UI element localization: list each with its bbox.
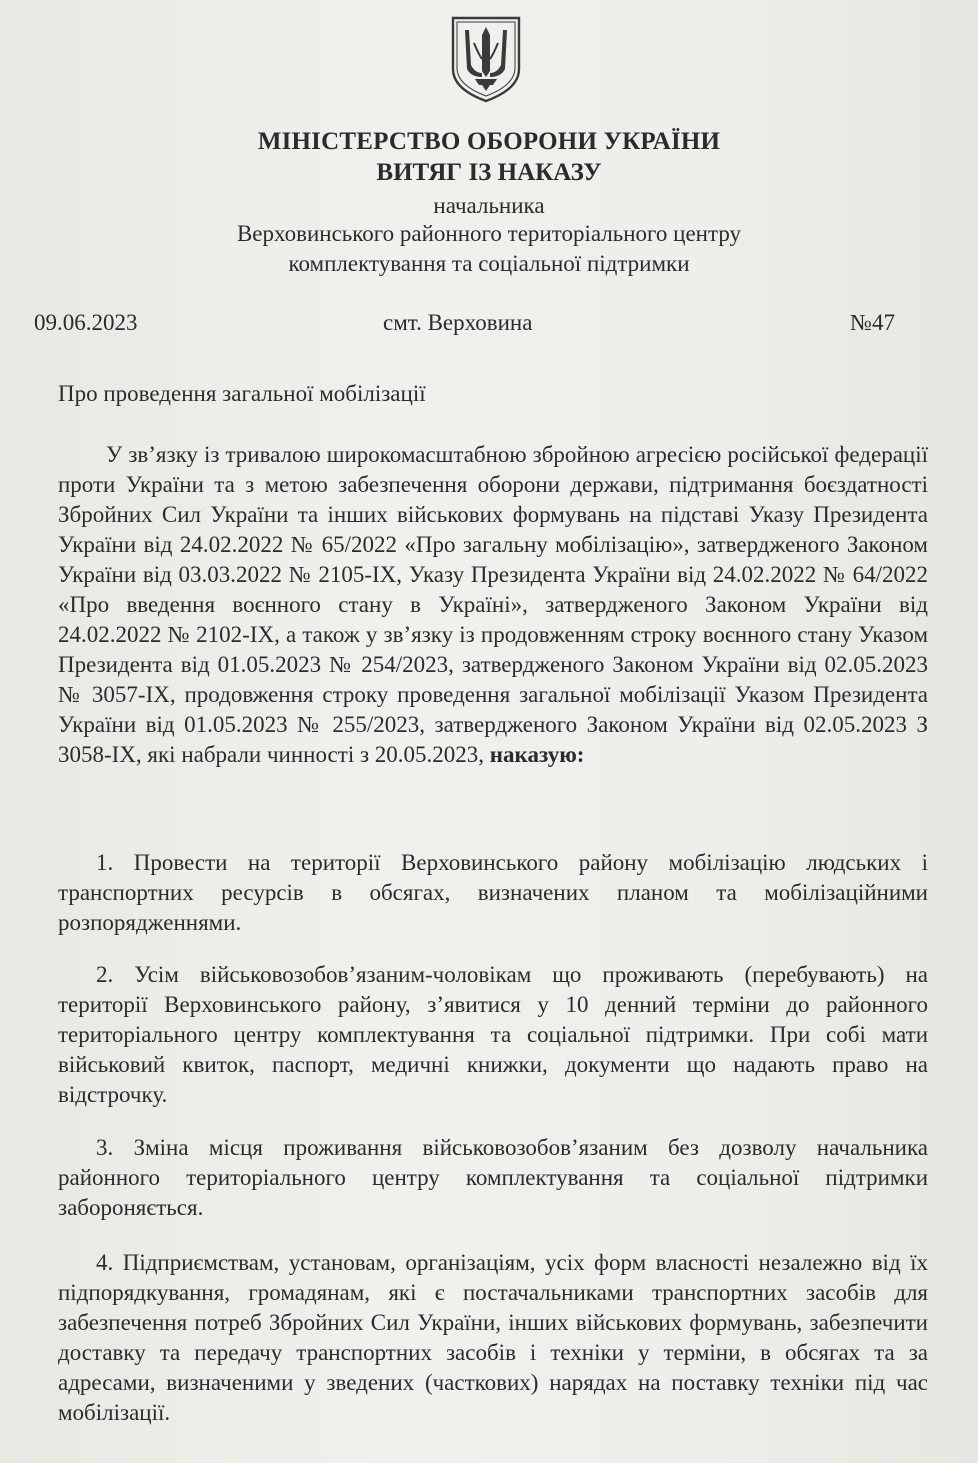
order-place: смт. Верховина	[383, 310, 533, 335]
order-item-3: 3. Зміна місця проживання військовозобов’язаним без дозволу начальника районного територіального центру комплектування та соціальної підтримки забороняється.	[58, 1135, 928, 1220]
order-date: 09.06.2023	[34, 310, 138, 335]
order-item-1: 1. Провести на території Верховинського району мобілізацію людських і транспортних ресурсів в обсягах, визначених планом та мобілізаційними розпорядженнями.	[58, 850, 928, 935]
ministry-title: МІНІСТЕРСТВО ОБОРОНИ УКРАЇНИ	[257, 128, 721, 155]
preamble-text: У зв’язку із тривалою широкомасштабною збройною агресією російської федерації проти України та з метою забезпечення оборони держави, підтримання боєздатності Збройних Сил України та інших військових формувань на підставі Указу Президента України від 24.02.2022 № 65/2022 «Про загальну мобілізацію», затвердженого Законом України від 03.03.2022 № 2105-IX, Указу Президента України від 24.02.2022 № 64/2022 «Про введення воєнного стану в Україні», затвердженого Законом України від 24.02.2022 № 2102-IX, а також у зв’язку із продовженням строку воєнного стану Указом Президента від 01.05.2023 № 254/2023, затвердженого Законом України від 02.05.2023 № 3057-IX, продовження строку проведення загальної мобілізації Указом Президента України від 01.05.2023 № 255/2023, затвердженого Законом України від 02.05.2023 З 3058-IX, які набрали чинності з 20.05.2023,	[58, 442, 928, 767]
order-item-2: 2. Усім військовозобов’язаним-чоловікам що проживають (перебувають) на території Верховинського району, з’явитися у 10 денний терміни до районного територіального центру комплектування та соціальної підтримки. При собі мати військовий квиток, паспорт, медичні книжки, документи що надають право на відстрочку.	[58, 962, 928, 1107]
order-subject: Про проведення загальної мобілізації	[58, 381, 426, 406]
extract-title: ВИТЯГ ІЗ НАКАЗУ	[376, 159, 602, 186]
order-number: №47	[850, 310, 895, 335]
issuer-line-2: Верховинського районного територіального центру	[236, 221, 742, 246]
issuer-line-3: комплектування та соціальної підтримки	[288, 251, 690, 276]
trident-coat-of-arms-icon	[449, 15, 523, 103]
command-word: наказую:	[489, 742, 585, 767]
preamble-paragraph	[58, 440, 928, 770]
order-item-4: 4. Підприємствам, установам, організаціям, усіх форм власності незалежно від їх підпорядкування, громадянам, які є постачальниками транспортних засобів для забезпечення потреб Збройних Сил України, інших військових формувань, забезпечити доставку та передачу транспортних засобів і техніки у терміни, в обсягах та за адресами, визначеними у зведених (часткових) нарядах на поставку техніки під час мобілізації.	[58, 1250, 928, 1425]
issuer-line-1: начальника	[433, 193, 545, 218]
